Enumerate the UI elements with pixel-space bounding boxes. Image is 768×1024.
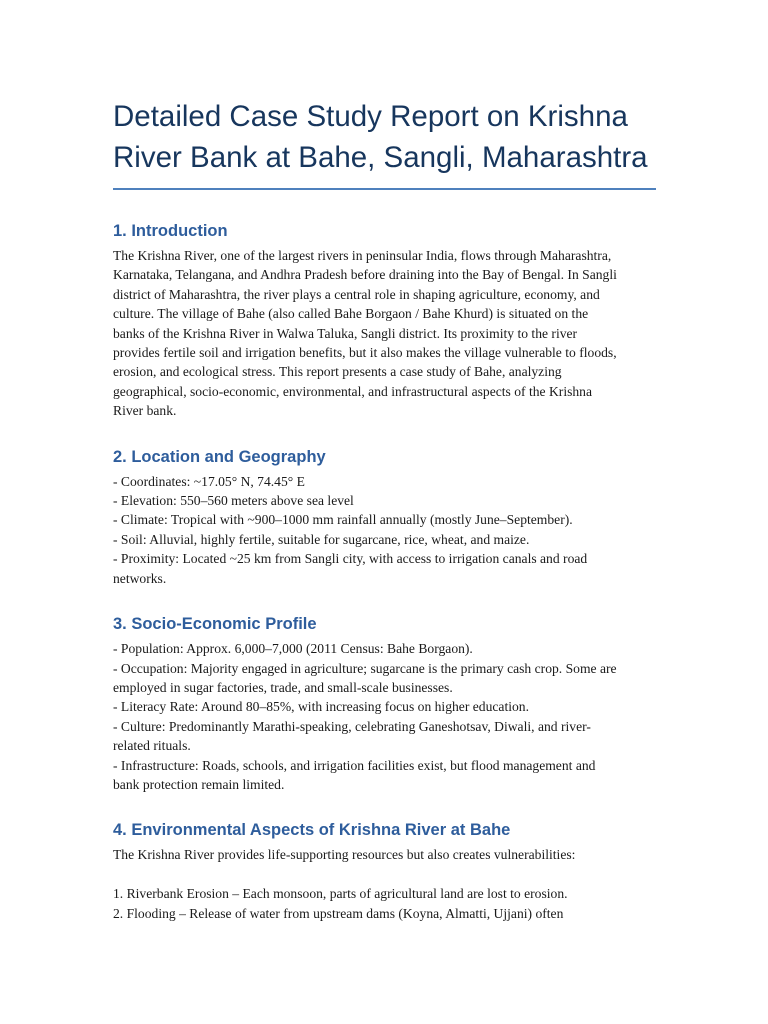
paragraph-line: Karnataka, Telangana, and Andhra Pradesh before draining into the Bay of Bengal. In Sangli: [113, 267, 617, 283]
section-location-geography: [113, 446, 658, 588]
title-line: River Bank at Bahe, Sangli, Maharashtra: [113, 141, 648, 174]
paragraph-line: The Krishna River, one of the largest rivers in peninsular India, flows through Maharashtra,: [113, 248, 612, 263]
bullet-line: bank protection remain limited.: [113, 776, 285, 792]
list-item: 2. Flooding – Release of water from upstream dams (Koyna, Almatti, Ujjani) often: [113, 905, 564, 921]
bullet-line: - Occupation: Majority engaged in agriculture; sugarcane is the primary cash crop. Some are: [113, 660, 617, 676]
list-item: 1. Riverbank Erosion – Each monsoon, parts of agricultural land are lost to erosion.: [113, 886, 568, 902]
section-heading: 4. Environmental Aspects of Krishna River at Bahe: [113, 821, 511, 840]
section-body: [113, 639, 658, 794]
title-line: Detailed Case Study Report on Krishna: [113, 100, 628, 133]
paragraph-line: The Krishna River provides life-supporting resources but also creates vulnerabilities:: [113, 847, 576, 863]
section-environmental-aspects: [113, 819, 658, 923]
section-socio-economic: [113, 613, 658, 794]
paragraph-line: district of Maharashtra, the river plays a central role in shaping agriculture, economy, and: [113, 286, 600, 302]
section-heading: 1. Introduction: [113, 222, 228, 240]
paragraph-line: geographical, socio-economic, environmental, and infrastructural aspects of the Krishna: [113, 383, 593, 399]
paragraph-line: banks of the Krishna River in Walwa Taluka, Sangli district. Its proximity to the river: [113, 325, 578, 341]
section-heading: 2. Location and Geography: [113, 447, 326, 466]
bullet-line: - Soil: Alluvial, highly fertile, suitable for sugarcane, rice, wheat, and maize.: [113, 531, 530, 547]
document-page: [113, 0, 658, 923]
blank-line: [113, 865, 658, 884]
bullet-line: - Elevation: 550–560 meters above sea level: [113, 493, 354, 509]
bullet-line: - Infrastructure: Roads, schools, and irrigation facilities exist, but flood management and: [113, 757, 596, 773]
bullet-line: - Climate: Tropical with ~900–1000 mm rainfall annually (mostly June–September).: [113, 512, 573, 528]
bullet-line: networks.: [113, 570, 167, 586]
section-body: [113, 845, 658, 923]
section-body: [113, 472, 658, 588]
bullet-line: - Culture: Predominantly Marathi-speaking, celebrating Ganeshotsav, Diwali, and river-: [113, 718, 591, 734]
bullet-line: - Coordinates: ~17.05° N, 74.45° E: [113, 473, 305, 489]
section-body: [113, 246, 658, 421]
paragraph-line: River bank.: [113, 403, 177, 419]
paragraph-line: culture. The village of Bahe (also called Bahe Borgaon / Bahe Khurd) is situated on the: [113, 306, 589, 322]
document-title: [113, 0, 658, 178]
paragraph-line: erosion, and ecological stress. This report presents a case study of Bahe, analyzing: [113, 364, 562, 380]
bullet-line: related rituals.: [113, 738, 191, 754]
paragraph-line: provides fertile soil and irrigation benefits, but it also makes the village vulnerable to floods,: [113, 345, 617, 361]
section-heading: 3. Socio-Economic Profile: [113, 615, 317, 634]
bullet-line: employed in sugar factories, trade, and small-scale businesses.: [113, 679, 453, 695]
bullet-line: - Proximity: Located ~25 km from Sangli city, with access to irrigation canals and road: [113, 551, 588, 567]
section-introduction: [113, 220, 658, 421]
bullet-line: - Literacy Rate: Around 80–85%, with increasing focus on higher education.: [113, 699, 530, 715]
title-divider: [113, 188, 656, 190]
bullet-line: - Population: Approx. 6,000–7,000 (2011 Census: Bahe Borgaon).: [113, 641, 473, 657]
